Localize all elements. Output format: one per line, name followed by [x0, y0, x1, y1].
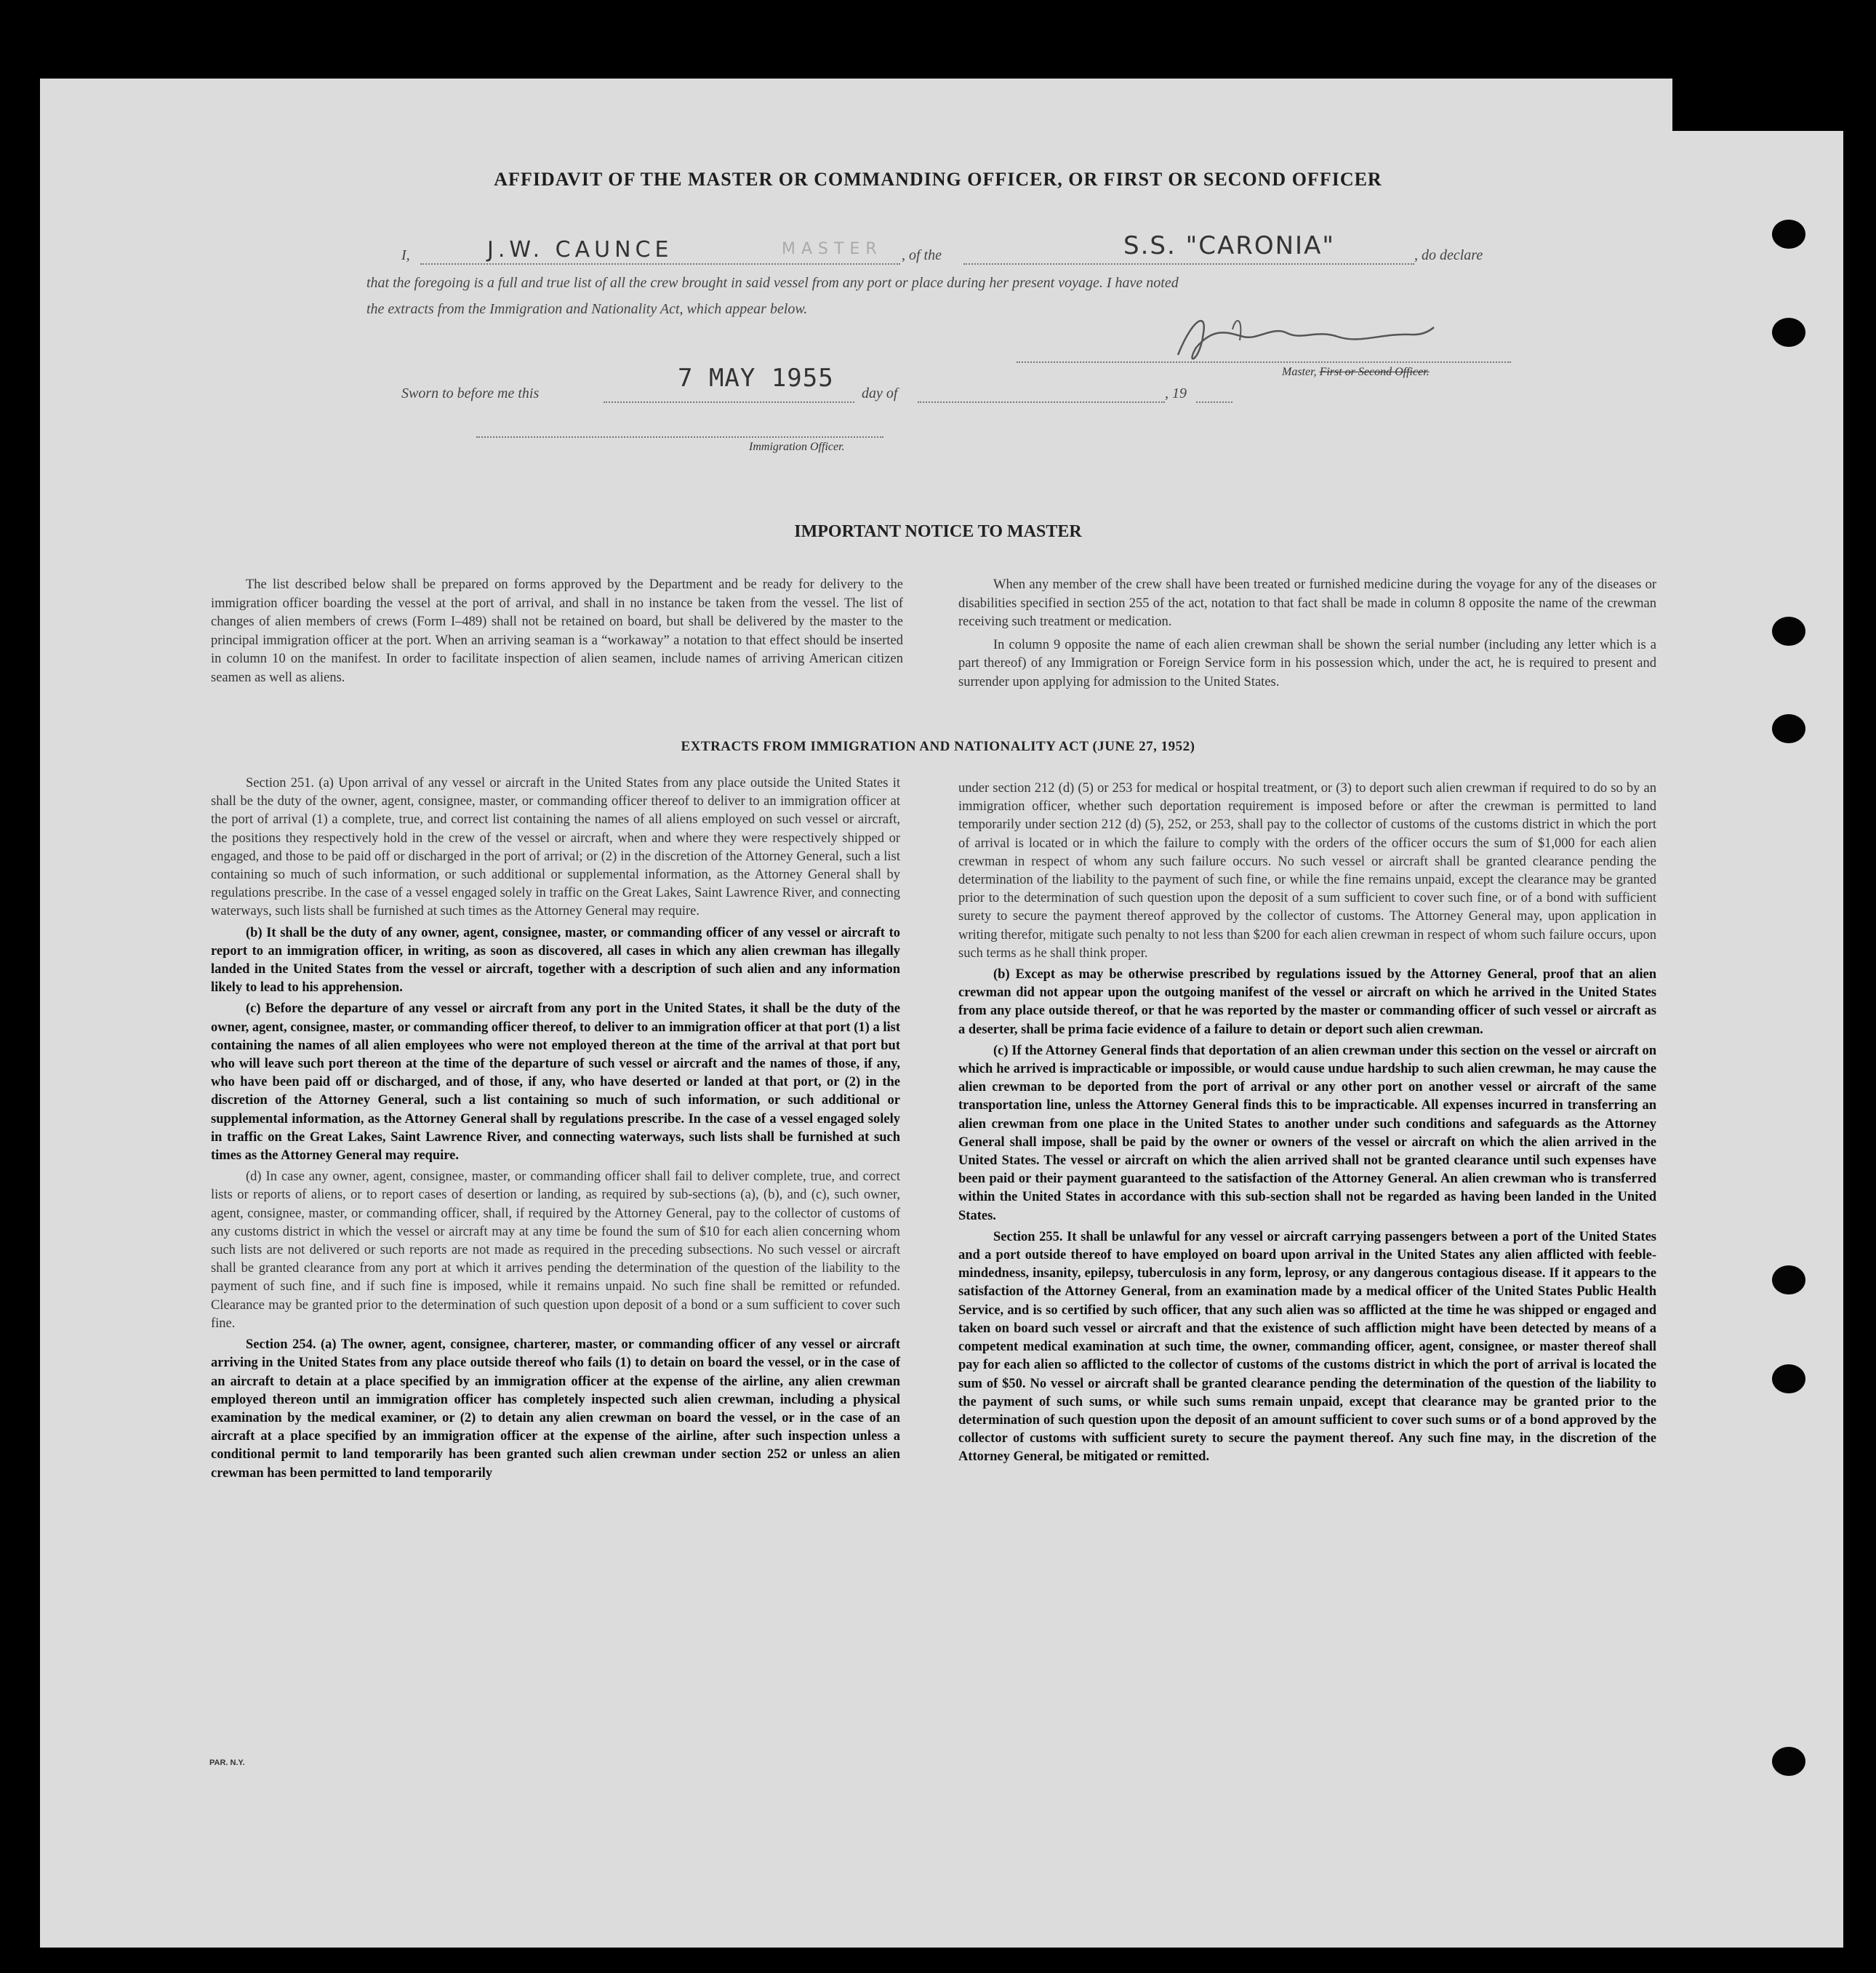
- immigration-officer-label: Immigration Officer.: [749, 441, 845, 453]
- printer-mark: PAR. N.Y.: [209, 1758, 245, 1767]
- of-the-label: , of the: [902, 247, 942, 263]
- notice-right-paragraph-2: In column 9 opposite the name of each alien crewman shall be shown the serial number (including any letter which is a part thereof) of any Immigration or Foreign Service form in his possession which, under the act, he is required to present and surrender upon applying for admission to the United States.: [958, 637, 1656, 689]
- section-251-a: Section 251. (a) Upon arrival of any vessel or aircraft in the United States from any place outside the United States it shall be the duty of the owner, agent, consignee, master, or commanding officer thereof to deliver to an immigration officer at the port of arrival (1) a complete, true, and correct list containing the names of all aliens employed on such vessel or aircraft, the positions they respectively hold in the crew of the vessel or aircraft, when and where they were respectively shipped or engaged, and those to be paid off or discharged in the port of arrival; or (2) in the discretion of the Attorney General, such a list containing so much of such information, or such additional or supplemental information, as the Attorney General shall by regulations prescribe. In the case of a vessel engaged solely in traffic on the Great Lakes, Saint Lawrence River, and connecting waterways, such lists shall be furnished at such times as the Attorney General may require.: [211, 776, 900, 919]
- section-254-a: Section 254. (a) The owner, agent, consignee, charterer, master, or commanding officer of any vessel or aircraft arriving in the United States from any place outside thereof who fails (1) to detain on board the vessel, or in the case of an aircraft to detain at a place specified by an immigration officer at the expense of the airline, any alien crewman employed thereon until an immigration officer has completely inspected such alien crewman, including a physical examination by the medical examiner, or (2) to detain any alien crewman on board the vessel, or in the case of an aircraft at a place specified by an immigration officer at the expense of the airline, after such inspection unless a conditional permit to land temporarily has been granted such alien crewman under section 252 or unless an alien crewman has been permitted to land temporarily: [211, 1337, 900, 1481]
- vessel-line: [963, 263, 1414, 265]
- section-255: Section 255. It shall be unlawful for any vessel or aircraft carrying passengers between a port of the United States and a port outside thereof to have employed on board upon arrival in the United States any alien afflicted with feeble-mindedness, insanity, epilepsy, tuberculosis in any form, leprosy, or any dangerous contagious disease. If it appears to the satisfaction of the Attorney General, from an examination made by a medical officer of the United States Public Health Service, and is so certified by such officer, that any such alien was so afflicted at the time he was shipped or engaged and taken on board such vessel or aircraft and that the existence of such affliction might have been detected by means of a competent medical examination at such time, the owner, commanding officer, agent, consignee, or master thereof shall pay for each alien so afflicted to the collector of customs of the customs district in which the port of arrival is located the sum of $50. No vessel or aircraft shall be granted clearance pending the determination of the question of the liability to the payment of such sums, or while such sums remain unpaid, except that clearance may be granted prior to the determination of such question upon the deposit of an amount sufficient to cover such sums or of a bond approved by the collector of customs with sufficient surety to secure the payment thereof. Any such fine may, in the discretion of the Attorney General, be mitigated or remitted.: [958, 1229, 1656, 1465]
- declaration-line-2: that the foregoing is a full and true list of all the crew brought in said vessel from any port or place during her present voyage. I have noted: [366, 275, 1179, 291]
- notice-title: IMPORTANT NOTICE TO MASTER: [794, 522, 1082, 541]
- extracts-right-column: [958, 780, 1656, 1470]
- extracts-title: EXTRACTS FROM IMMIGRATION AND NATIONALITY ACT (JUNE 27, 1952): [681, 739, 1195, 754]
- section-251-d: (d) In case any owner, agent, consignee, master, or commanding officer shall fail to deliver complete, true, and correct lists or reports of aliens, or to report cases of desertion or landing, as required by sub-sections (a), (b), and (c), such owner, agent, consignee, master, or commanding officer, shall, if required by the Attorney General, pay to the collector of customs of any customs district in which the vessel or aircraft may at any time be found the sum of $10 for each alien concerning whom such lists are not delivered or such reports are not made as required in the preceding subsections. No such vessel or aircraft shall be granted clearance from any port at which it arrives pending the determination of the question of the liability to the payment of such fine, and if such fine is imposed, while it remains unpaid. No such fine shall be remitted or refunded. Clearance may be granted prior to the determination of such question upon deposit of a bond or a sum sufficient to cover such fine.: [211, 1169, 900, 1331]
- section-254-b: (b) Except as may be otherwise prescribed by regulations issued by the Attorney General, proof that an alien crewman did not appear upon the outgoing manifest of the vessel or aircraft on which he arrived in the United States from any place outside thereof, or that he was reported by the master or commanding officer of such vessel or aircraft as a deserter, shall be prima facie evidence of a failure to detain or deport such alien crewman.: [958, 967, 1656, 1037]
- day-of-label: day of: [862, 385, 898, 401]
- notice-right-column: [958, 576, 1656, 695]
- extracts-left-column: [211, 775, 900, 1486]
- officer-signature-line: [476, 436, 883, 438]
- page-corner-notch: [1672, 73, 1876, 131]
- master-label: [1282, 366, 1430, 379]
- section-254-c: (c) If the Attorney General finds that deportation of an alien crewman under this section on the vessel or aircraft on which he arrived is impracticable or impossible, or would cause undue hardship to such alien crewman, he may cause the alien crewman to be deported from the port of arrival or any other port on another vessel or aircraft of the same transportation line, unless the Attorney General finds this to be impracticable. All expenses incurred in transferring an alien crewman from one place in the United States to another under such conditions and safeguards as the Attorney General shall impose, shall be paid by the owner or owners of the vessel or aircraft on which the alien arrived in the United States. The vessel or aircraft on which the alien arrived shall not be granted clearance until such expenses have been paid or their payment guaranteed to the satisfaction of the Attorney General. An alien crewman who is transferred within the United States in accordance with this sub-section shall not be regarded as having been landed in the United States.: [958, 1043, 1656, 1223]
- handwritten-vessel: S.S. "CARONIA": [1123, 231, 1335, 260]
- punch-hole: [1772, 1265, 1805, 1294]
- affidavit-title: AFFIDAVIT OF THE MASTER OR COMMANDING OFFICER, OR FIRST OR SECOND OFFICER: [494, 169, 1382, 190]
- faded-role: MASTER: [782, 240, 883, 258]
- master-signature: [1163, 304, 1440, 369]
- declaration-line-3: the extracts from the Immigration and Nationality Act, which appear below.: [366, 301, 808, 317]
- signature-line: [1017, 361, 1511, 363]
- sworn-date-line: [604, 401, 854, 403]
- year-line: [1196, 401, 1232, 403]
- notice-right-paragraph-1: When any member of the crew shall have been treated or furnished medicine during the voyage for any of the diseases or disabilities specified in section 255 of the act, notation to that fact shall be made in column 8 opposite the name of the crewman receiving such treatment or medication.: [958, 577, 1656, 629]
- punch-hole: [1772, 220, 1805, 249]
- notice-left-paragraph: The list described below shall be prepared on forms approved by the Department and be ready for delivery to the immigration officer boarding the vessel at the port of arrival, and shall in no instance be taken from the vessel. The list of changes of alien members of crews (Form I–489) shall not be retained on board, but shall be delivered by the master to the principal immigration officer at the port. When an arriving seaman is a “workaway” a notation to that effect should be inserted in column 10 on the manifest. In order to facilitate inspection of alien seamen, include names of arriving American citizen seamen as well as aliens.: [211, 577, 903, 685]
- notice-left-column: [211, 576, 903, 690]
- punch-hole: [1772, 1364, 1805, 1393]
- section-251-c: (c) Before the departure of any vessel or aircraft from any port in the United States, it shall be the duty of the owner, agent, consignee, master, or commanding officer thereof, to deliver to an immigration officer at that port (1) a list containing the names of all alien employees who were not employed thereon at the time of the arrival at that port but who will leave such port thereon at the time of the departure of such vessel or aircraft and the names of those, if any, who have been paid off or discharged, and of those, if any, who have deserted or landed at that port, or (2) in the discretion of the Attorney General, such a list containing so much of such information, or such additional or supplemental information, as the Attorney General shall by regulations prescribe. In the case of a vessel engaged solely in traffic on the Great Lakes, Saint Lawrence River, and connecting waterways, such lists shall be furnished at such times as the Attorney General may require.: [211, 1001, 900, 1164]
- section-251-b: (b) It shall be the duty of any owner, agent, consignee, master, or commanding officer of any vessel or aircraft to report to an immigration officer, in writing, as soon as discovered, all cases in which any alien crewman has illegally landed in the United States from the vessel or aircraft, together with a description of such alien and any information likely to lead to his apprehension.: [211, 925, 900, 996]
- struck-officer-label: First or Second Officer.: [1319, 366, 1430, 378]
- section-254-a-continued: under section 212 (d) (5) or 253 for medical or hospital treatment, or (3) to deport such alien crewman if required to do so by an immigration officer, whether such deportation requirement is imposed before or after the crewman is permitted to land temporarily under section 212 (d) (5), 252, or 253, shall pay to the collector of customs of the customs district in which the port of arrival is located or in which the failure to comply with the orders of the officer occurs the sum of $1,000 for each alien crewman in respect of whom any such failure occurs. No such vessel or aircraft shall be granted clearance pending the determination of the liability to the payment of such fine, or while the fine remains unpaid, except the clearance may be granted prior to the determination of such question upon the deposit of a sum sufficient to cover such fine, or of a bond with sufficient surety to secure the payment thereof approved by the collector of customs. The Attorney General may, upon application in writing therefor, mitigate such penalty to not less than $200 for each alien crewman in respect of whom such failure occurs, upon such terms as he shall think proper.: [958, 781, 1656, 961]
- punch-hole: [1772, 617, 1805, 646]
- handwritten-name: J.W. CAUNCE: [487, 237, 673, 263]
- date-stamp: 7 MAY 1955: [678, 364, 834, 393]
- punch-hole: [1772, 318, 1805, 347]
- declaration-prefix: I,: [401, 247, 410, 263]
- master-label-text: Master,: [1282, 366, 1320, 378]
- name-line: [420, 263, 900, 265]
- do-declare-label: , do declare: [1414, 247, 1483, 263]
- sworn-prefix: Sworn to before me this: [401, 385, 540, 401]
- punch-hole: [1772, 1747, 1805, 1776]
- year-label: , 19: [1165, 385, 1187, 401]
- month-line: [918, 401, 1165, 403]
